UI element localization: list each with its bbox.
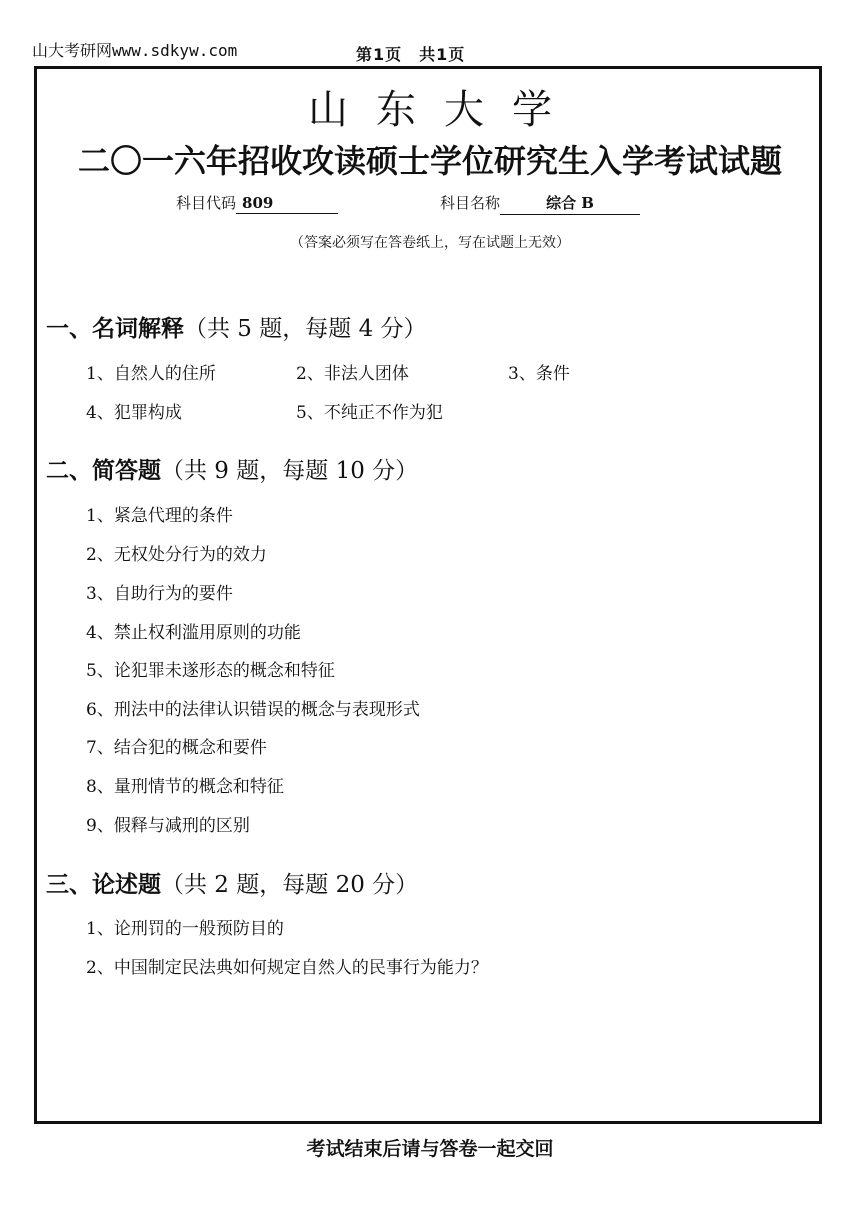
question-item: 3、条件 bbox=[508, 364, 570, 384]
question-item: 4、犯罪构成 bbox=[86, 403, 182, 423]
section-detail: （共 5 题，每题 4 分） bbox=[184, 316, 427, 342]
question-item: 6、刑法中的法律认识错误的概念与表现形式 bbox=[86, 700, 420, 720]
subject-code-label: 科目代码 bbox=[176, 194, 237, 212]
question-item: 2、无权处分行为的效力 bbox=[86, 545, 267, 565]
source-watermark: 山大考研网www.sdkyw.com bbox=[32, 41, 238, 60]
section-heading-short-answer bbox=[46, 452, 418, 485]
question-item: 8、量刑情节的概念和特征 bbox=[86, 777, 284, 797]
question-item: 1、论刑罚的一般预防目的 bbox=[86, 919, 284, 939]
subject-name-label: 科目名称 bbox=[440, 194, 501, 212]
section-detail: （共 2 题，每题 20 分） bbox=[161, 872, 419, 898]
question-item: 5、不纯正不作为犯 bbox=[296, 403, 443, 423]
question-item: 4、禁止权利滥用原则的功能 bbox=[86, 623, 301, 643]
question-item: 1、自然人的住所 bbox=[86, 364, 216, 384]
page-indicator: 第1页 共1页 bbox=[356, 45, 466, 64]
question-item: 1、紧急代理的条件 bbox=[86, 506, 233, 526]
section-label: 一、名词解释 bbox=[46, 316, 184, 342]
answer-notice: （答案必须写在答卷纸上，写在试题上无效） bbox=[290, 235, 570, 251]
section-label: 三、论述题 bbox=[46, 872, 161, 898]
section-heading-terms bbox=[46, 310, 427, 343]
university-name: 山东大学 bbox=[308, 87, 580, 133]
section-label: 二、简答题 bbox=[46, 458, 161, 484]
footer-instruction: 考试结束后请与答卷一起交回 bbox=[306, 1138, 554, 1160]
question-item: 7、结合犯的概念和要件 bbox=[86, 738, 267, 758]
question-item: 9、假释与减刑的区别 bbox=[86, 816, 250, 836]
question-item: 3、自助行为的要件 bbox=[86, 584, 233, 604]
question-item: 2、中国制定民法典如何规定自然人的民事行为能力？ bbox=[86, 958, 488, 978]
exam-title: 二〇一六年招收攻读硕士学位研究生入学考试试题 bbox=[77, 142, 782, 180]
subject-name-value: 综合 B bbox=[500, 192, 640, 215]
section-heading-essay bbox=[46, 866, 418, 899]
question-item: 5、论犯罪未遂形态的概念和特征 bbox=[86, 661, 335, 681]
question-item: 2、非法人团体 bbox=[296, 364, 409, 384]
subject-code-value: 809 bbox=[236, 194, 338, 214]
subject-name-row bbox=[440, 192, 640, 215]
section-detail: （共 9 题，每题 10 分） bbox=[161, 458, 419, 484]
subject-code-row bbox=[176, 192, 338, 214]
